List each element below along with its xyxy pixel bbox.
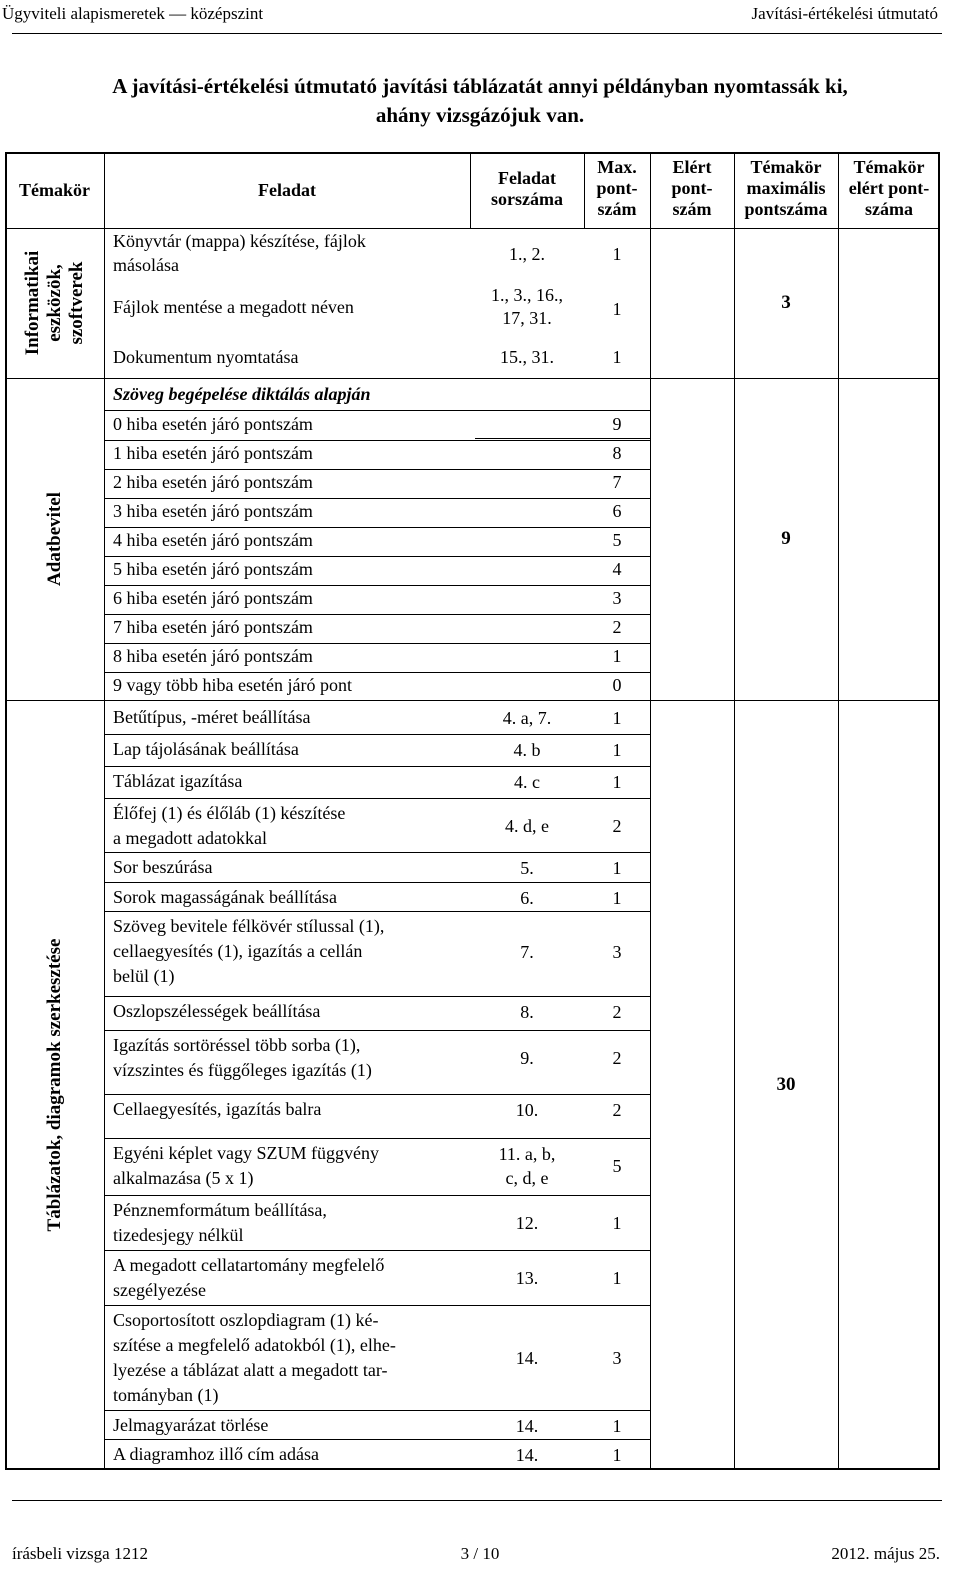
row-divider — [104, 852, 650, 853]
col-temakor: Témakör — [19, 180, 90, 200]
task-row — [113, 855, 212, 880]
row-divider — [104, 1410, 650, 1411]
task-row — [113, 801, 345, 851]
header-right: Javítási-értékelési útmutató — [751, 4, 938, 23]
task-row — [113, 1141, 379, 1191]
col-max-line: pont- — [596, 178, 638, 198]
task-number-line: 5. — [520, 857, 534, 878]
task-row: Dokumentum nyomtatása — [113, 347, 299, 367]
task-number — [470, 1046, 584, 1070]
task-number-line: c, d, e — [505, 1168, 549, 1188]
task-row — [113, 1308, 396, 1408]
typing-row-points: 1 — [612, 646, 622, 666]
task-line: Szöveg bevitele félkövér stílussal (1), — [113, 916, 385, 936]
col-sorszam-line: sorszáma — [491, 189, 563, 209]
notice-line: A javítási-értékelési útmutató javítási táblázatát annyi példányban nyomtassák ki, — [112, 74, 848, 98]
task-row — [113, 1413, 268, 1438]
task-line: alkalmazása (5 x 1) — [113, 1168, 254, 1188]
row-divider — [104, 996, 650, 997]
task-number — [470, 856, 584, 880]
task-row — [113, 1198, 327, 1248]
task-line: Élőfej (1) és élőláb (1) készítése — [113, 803, 346, 823]
col-elert — [650, 157, 734, 220]
task-points: 1 — [612, 1213, 622, 1233]
task-row — [113, 1253, 384, 1303]
task-row — [113, 999, 320, 1024]
task-number-line: 13. — [515, 1268, 539, 1288]
typing-row-label: 6 hiba esetén járó pontszám — [113, 588, 313, 608]
task-number-line: 6. — [520, 887, 534, 908]
row-divider — [104, 1094, 650, 1095]
task-points: 1 — [612, 1415, 622, 1436]
task-number-line: 14. — [515, 1444, 539, 1465]
task-number — [470, 738, 584, 762]
col-max — [584, 157, 650, 220]
task-number-line: 1., 3., 16., — [491, 285, 563, 305]
task-line: tományban (1) — [113, 1385, 219, 1405]
topic-line: eszközök, — [44, 264, 65, 342]
task-line: A megadott cellatartomány megfelelő — [113, 1255, 385, 1275]
typing-row-label: 8 hiba esetén járó pontszám — [113, 646, 313, 666]
task-number — [470, 1443, 584, 1467]
task-line: Betűtípus, -méret beállítása — [113, 707, 311, 727]
col-max-line: szám — [597, 199, 637, 219]
task-points: 2 — [612, 1048, 622, 1068]
task-number — [470, 1098, 584, 1122]
task-points: 1 — [612, 857, 622, 878]
task-number-line: 14. — [515, 1415, 539, 1436]
row-divider — [104, 1250, 650, 1251]
col-tmax-line: maximális — [746, 178, 826, 198]
col-telert-line: elért pont- — [848, 178, 930, 198]
typing-row-points: 2 — [612, 617, 622, 637]
task-points: 2 — [612, 1099, 622, 1120]
col-divider — [650, 152, 651, 1470]
task-line: Sor beszúrása — [113, 857, 213, 877]
topic-tablazatok: Táblázatok, diagramok szerkesztése — [44, 938, 65, 1232]
col-max-line: Max. — [597, 157, 637, 177]
task-row — [113, 1097, 321, 1122]
task-line: másolása — [113, 255, 179, 275]
row-divider — [104, 911, 650, 912]
task-line: vízszintes és függőleges igazítás (1) — [113, 1060, 372, 1080]
print-notice — [0, 72, 960, 130]
task-line: Cellaegyesítés, igazítás balra — [113, 1099, 322, 1119]
col-sorszam-line: Feladat — [498, 168, 556, 188]
task-number-line: 4. d, e — [505, 816, 549, 836]
col-temakor-elert — [838, 157, 940, 220]
task-line: szegélyezése — [113, 1280, 206, 1300]
task-line: szítése a megfelelő adatokból (1), elhe- — [113, 1335, 396, 1355]
col-elert-line: pont- — [671, 178, 713, 198]
task-number — [470, 1414, 584, 1438]
typing-heading: Szöveg begépelése diktálás alapján — [113, 384, 371, 404]
col-sorszam — [470, 168, 584, 210]
task-row — [113, 769, 242, 794]
col-elert-line: szám — [672, 199, 712, 219]
task-line: Csoportosított oszlopdiagram (1) ké- — [113, 1310, 379, 1330]
row-divider — [104, 798, 650, 799]
task-points: 1 — [612, 887, 622, 908]
task-row — [113, 914, 384, 989]
task-line: Pénznemformátum beállítása, — [113, 1200, 327, 1220]
col-temakor-max — [734, 157, 838, 220]
task-number-line: 12. — [515, 1213, 539, 1233]
row-divider — [5, 378, 940, 379]
task-points: 1 — [612, 771, 622, 792]
row-divider — [104, 766, 650, 767]
task-number — [470, 1211, 584, 1235]
task-points: 3 — [612, 1348, 622, 1368]
typing-row-points: 5 — [612, 530, 622, 550]
row-divider — [104, 1138, 650, 1139]
topic-adatbevitel: Adatbevitel — [44, 492, 65, 586]
header-left: Ügyviteli alapismeretek — középszint — [2, 4, 264, 23]
typing-row-points: 9 — [612, 414, 622, 434]
typing-row-points: 8 — [612, 443, 622, 463]
task-number — [470, 1346, 584, 1370]
task-line: Könyvtár (mappa) készítése, fájlok — [113, 231, 366, 251]
header-rule — [12, 33, 942, 34]
task-points: 1 — [612, 244, 622, 264]
row-divider — [5, 700, 940, 701]
col-divider — [734, 152, 735, 1470]
row-divider — [104, 1439, 650, 1440]
task-number-line: 10. — [515, 1099, 539, 1120]
task-points: 2 — [612, 1001, 622, 1022]
section-max-3: 30 — [776, 1074, 796, 1095]
task-line: Igazítás sortöréssel több sorba (1), — [113, 1035, 361, 1055]
col-telert-line: száma — [865, 199, 913, 219]
typing-row-points: 3 — [612, 588, 622, 608]
task-number — [470, 1266, 584, 1290]
task-number-line: 14. — [515, 1348, 539, 1368]
task-number: 15., 31. — [500, 347, 554, 367]
typing-row-points: 7 — [612, 472, 622, 492]
task-points: 1 — [612, 739, 622, 760]
task-number-line: 11. a, b, — [498, 1144, 556, 1164]
row-divider — [104, 734, 650, 735]
page-header — [0, 4, 960, 28]
typing-row-label: 7 hiba esetén járó pontszám — [113, 617, 313, 637]
task-points: 1 — [612, 707, 622, 728]
task-line: lyezése a táblázat alatt a megadott tar- — [113, 1360, 388, 1380]
col-telert-line: Témakör — [853, 157, 925, 177]
task-number — [470, 1000, 584, 1024]
task-line: Egyéni képlet vagy SZUM függvény — [113, 1143, 379, 1163]
task-line: tizedesjegy nélkül — [113, 1225, 244, 1245]
row-divider — [104, 1030, 650, 1031]
task-points: 2 — [612, 816, 622, 836]
task-number — [470, 706, 584, 730]
task-number — [470, 886, 584, 910]
topic-line: szoftverek — [66, 261, 87, 345]
row-divider — [104, 882, 650, 883]
row-divider — [104, 1305, 650, 1306]
typing-row-label: 3 hiba esetén járó pontszám — [113, 501, 313, 521]
footer-left: írásbeli vizsga 1212 — [12, 1544, 148, 1563]
typing-row-label: 9 vagy több hiba esetén járó pont — [113, 675, 352, 695]
task-points: 1 — [612, 1268, 622, 1288]
task-number — [470, 1142, 584, 1190]
row-divider — [104, 410, 650, 411]
row-divider — [475, 438, 650, 439]
task-number — [470, 940, 584, 964]
task-points: 1 — [612, 299, 622, 319]
typing-row-label: 4 hiba esetén járó pontszám — [113, 530, 313, 550]
section-max-1: 3 — [781, 292, 791, 313]
task-row — [113, 1442, 319, 1467]
typing-row-points: 4 — [612, 559, 622, 579]
task-points: 1 — [612, 347, 622, 367]
task-line: Oszlopszélességek beállítása — [113, 1001, 321, 1021]
typing-row-points: 0 — [612, 675, 622, 695]
task-row — [113, 885, 337, 910]
task-number — [470, 284, 584, 330]
typing-row-label: 5 hiba esetén járó pontszám — [113, 559, 313, 579]
task-number-line: 8. — [520, 1001, 534, 1022]
col-divider — [838, 152, 839, 1470]
task-number: 1., 2. — [509, 244, 545, 264]
task-line: cellaegyesítés (1), igazítás a cellán — [113, 941, 363, 961]
task-number-line: 9. — [520, 1048, 534, 1068]
task-points: 1 — [612, 1444, 622, 1465]
task-line: Jelmagyarázat törlése — [113, 1415, 269, 1435]
task-number-line: 7. — [520, 941, 534, 962]
task-line: Sorok magasságának beállítása — [113, 887, 337, 907]
col-divider — [104, 152, 105, 1470]
task-line: a megadott adatokkal — [113, 828, 267, 848]
task-row — [113, 705, 310, 730]
footer-rule — [12, 1500, 942, 1501]
topic-line: Informatikai — [22, 250, 43, 356]
typing-row-label: 2 hiba esetén járó pontszám — [113, 472, 313, 492]
footer-center: 3 / 10 — [460, 1544, 500, 1563]
col-feladat: Feladat — [258, 180, 316, 200]
typing-row-points: 6 — [612, 501, 622, 521]
task-row — [113, 1033, 372, 1083]
task-line: Lap tájolásának beállítása — [113, 739, 299, 759]
task-number-line: 4. b — [513, 739, 541, 760]
task-number — [470, 770, 584, 794]
typing-row-label: 0 hiba esetén járó pontszám — [113, 414, 313, 434]
footer-right: 2012. május 25. — [831, 1544, 940, 1563]
notice-line: ahány vizsgázójuk van. — [375, 103, 585, 127]
typing-row-label: 1 hiba esetén járó pontszám — [113, 443, 313, 463]
task-line: A diagramhoz illő cím adása — [113, 1444, 319, 1464]
task-row: Fájlok mentése a megadott néven — [113, 297, 354, 317]
col-elert-line: Elért — [672, 157, 712, 177]
row-divider — [104, 1195, 650, 1196]
task-number-line: 4. c — [514, 771, 540, 792]
task-number — [470, 814, 584, 838]
col-tmax-line: Témakör — [750, 157, 822, 177]
section-max-2: 9 — [781, 528, 791, 549]
task-row — [113, 737, 299, 762]
col-tmax-line: pontszáma — [744, 199, 828, 219]
task-points: 3 — [612, 941, 622, 962]
task-points: 5 — [612, 1156, 622, 1176]
task-row — [113, 229, 366, 277]
topic-informatikai — [22, 251, 88, 356]
task-line: belül (1) — [113, 966, 175, 986]
task-number-line: 17, 31. — [502, 308, 552, 328]
task-line: Táblázat igazítása — [113, 771, 243, 791]
task-number-line: 4. a, 7. — [502, 707, 552, 728]
